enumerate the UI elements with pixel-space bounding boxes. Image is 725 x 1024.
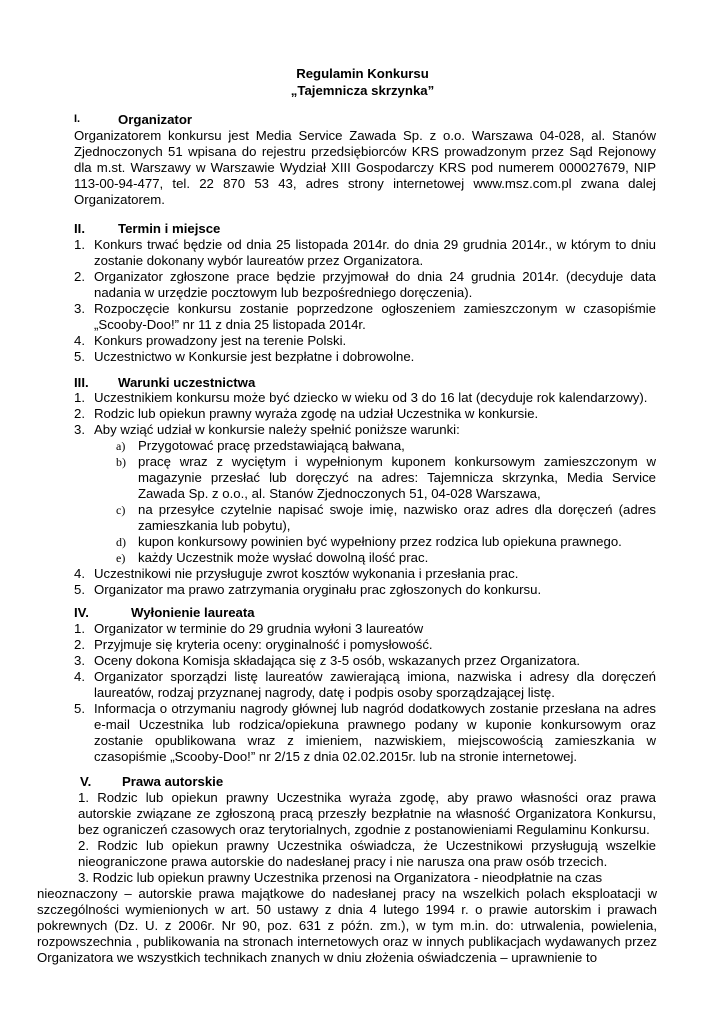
section-1-heading: Organizator [118,112,193,127]
list-item [74,349,656,365]
list-item [74,269,656,301]
sub-list-item [116,438,656,454]
document-subtitle: „Tajemnicza skrzynka” [290,83,435,98]
list-item-text: Aby wziąć udział w konkursie należy spełnić poniższe warunki: [94,422,460,437]
list-item [74,422,656,438]
list-item-text: Uczestnikiem konkursu może być dziecko w wieku od 3 do 16 lat (decyduje rok kalendarzowy). [94,390,648,405]
section-3-list [74,390,656,598]
list-item-text: Organizator zgłoszone prace będzie przyjmował do dnia 24 grudnia 2014r. (decyduje data nadania w urzędzie pocztowym lub bezpośredniego doręczenia). [94,269,656,300]
sub-list-item-text: na przesyłce czytelnie napisać swoje imię, nazwisko oraz adres dla doręczeń (adres zamieszkania lub pobytu), [138,502,656,533]
sub-list-item-text: kupon konkursowy powinien być wypełniony przez rodzica lub opiekuna prawnego. [138,534,622,549]
sub-list-item-letter: a) [116,439,126,453]
section-5-paragraph-2: 2. Rodzic lub opiekun prawny Uczestnika oświadcza, że Uczestnikowi przysługują wszelkie nieograniczone prawa autorskie do nadesłanej pracy i nie narusza ona praw osób trzecich. [78,838,656,869]
section-4-number: IV. [74,605,89,620]
list-item [74,637,656,653]
list-item-text: Informacja o otrzymaniu nagrody głównej lub nagród dodatkowych zostanie przesłana na adres e-mail Uczestnika lub rodzica/opiekuna prawnego podany w kuponie konkursowym oraz zostanie opublikowana wraz z imieniem, nazwiskiem, miejscowością zamieszkania w czasopiśmie „Scooby-Doo!” nr 2/15 z dnia 02.02.2015r. lub na stronie internetowej. [94,701,656,764]
section-5-paragraph-3-first-line: 3. Rodzic lub opiekun prawny Uczestnika przenosi na Organizatora - nieodpłatnie na czas [78,870,603,885]
sub-list-item-letter: e) [116,551,126,565]
section-3-number: III. [74,375,89,390]
list-item [74,333,656,349]
list-item [74,621,656,637]
sub-list-item-text: każdy Uczestnik może wysłać dowolną ilość prac. [138,550,429,565]
list-item [74,701,656,765]
list-item-text: Organizator sporządzi listę laureatów zawierającą imiona, nazwiska i adresy dla doręczeń laureatów, rodzaj przyznanej nagrody, datę i podpis osoby sporządzającej listę. [94,669,656,700]
list-item-number: 4. [74,566,85,581]
section-5-heading: Prawa autorskie [122,774,224,789]
list-item-text: Uczestnictwo w Konkursie jest bezpłatne i dobrowolne. [94,349,415,364]
list-item-number: 3. [74,653,85,668]
list-item [74,390,656,406]
list-item-number: 1. [74,390,85,405]
list-item-text: Organizator w terminie do 29 grudnia wyłoni 3 laureatów [94,621,424,636]
sub-list-item [116,534,656,550]
list-item-text: Przyjmuje się kryteria oceny: oryginalność i pomysłowość. [94,637,433,652]
sub-list-item-text: Przygotować pracę przedstawiającą bałwana, [138,438,405,453]
list-item [74,301,656,333]
list-item [74,566,656,582]
section-1-paragraph: Organizatorem konkursu jest Media Service Zawada Sp. z o.o. Warszawa 04-028, al. Stanów Zjednoczonych 51 wpisana do rejestru przedsiębiorców KRS prowadzonym przez Sąd Rejonowy dla m.st. Warszawy w Warszawie Wydział XIII Gospodarczy KRS pod numerem 000027679, NIP 113-00-94-477, tel. 22 870 53 43, adres strony internetowej www.msz.com.pl zwana dalej Organizatorem. [74,128,656,207]
list-item-text: Rodzic lub opiekun prawny wyraża zgodę na udział Uczestnika w konkursie. [94,406,539,421]
list-item [74,582,656,598]
list-item-number: 3. [74,301,85,316]
sub-list-item-letter: c) [116,503,126,517]
list-item [74,237,656,269]
list-item-number: 5. [74,701,85,716]
document-title: Regulamin Konkursu [296,66,429,81]
list-item [74,653,656,669]
list-item-text: Rozpoczęcie konkursu zostanie poprzedzone ogłoszeniem zamieszczonym w czasopiśmie „Scooby-Doo!” nr 11 z dnia 25 listopada 2014r. [94,301,656,332]
list-item-text: Organizator ma prawo zatrzymania oryginału prac zgłoszonych do konkursu. [94,582,542,597]
section-5-paragraph-1: 1. Rodzic lub opiekun prawny Uczestnika wyraża zgodę, aby prawo własności oraz prawa autorskie związane ze zgłoszoną pracą przeszły bezpłatnie na własność Organizatora Konkursu, bez ograniczeń czasowych oraz terytorialnych, zgodnie z postanowieniami Regulaminu Konkursu. [78,790,656,837]
list-item-text: Konkurs prowadzony jest na terenie Polski. [94,333,347,348]
list-item [74,669,656,701]
list-item-number: 4. [74,669,85,684]
sub-list [74,438,656,566]
list-item-number: 5. [74,349,85,364]
section-4-list [74,621,656,765]
section-5-number: V. [80,774,92,789]
list-item-number: 3. [74,422,85,437]
sub-list-item-text: pracę wraz z wyciętym i wypełnionym kuponem konkursowym zamieszczonym w magazynie przesłać lub doręczyć na adres: Tajemnicza skrzynka, Media Service Zawada Sp. z o.o., al. Stanów Zjednoczonych 51, 04-028 Warszawa, [138,454,656,501]
list-item-number: 2. [74,637,85,652]
list-item-number: 4. [74,333,85,348]
sub-list-item-letter: d) [116,535,126,549]
section-2-heading: Termin i miejsce [118,221,221,236]
section-2-list [74,237,656,365]
list-item-number: 2. [74,406,85,421]
sub-list-item-letter: b) [116,455,126,469]
section-1-number: I. [74,113,81,125]
section-3-heading: Warunki uczestnictwa [118,375,256,390]
section-4-heading: Wyłonienie laureata [131,605,255,620]
list-item-text: Uczestnikowi nie przysługuje zwrot kosztów wykonania i przesłania prac. [94,566,519,581]
list-item-number: 5. [74,582,85,597]
section-2-number: II. [74,221,85,236]
list-item-number: 1. [74,237,85,252]
section-5-paragraph-3: nieoznaczony – autorskie prawa majątkowe do nadesłanej pracy na wszelkich polach eksploatacji w szczególności wymienionych w art. 50 ustawy z dnia 4 lutego 1994 r. o prawie autorskim i prawach pokrewnych (Dz. U. z 2006r. Nr 90, poz. 631 z późn. zm.), w tym m.in. do: utrwalenia, powielenia, rozpowszechnia , publikowania na stronach internetowych oraz w innych publikacjach wydawanych przez Organizatora we wszystkich technikach znanych w dniu złożenia oświadczenia – uprawnienie to [37,886,657,965]
list-item-number: 2. [74,269,85,284]
list-item [74,406,656,422]
sub-list-item [116,502,656,534]
sub-list-item [116,550,656,566]
list-item-number: 1. [74,621,85,636]
list-item-text: Konkurs trwać będzie od dnia 25 listopada 2014r. do dnia 29 grudnia 2014r., w którym to dniu zostanie dokonany wybór laureatów przez Organizatora. [94,237,656,268]
list-item-text: Oceny dokona Komisja składająca się z 3-5 osób, wskazanych przez Organizatora. [94,653,580,668]
sub-list-item [116,454,656,502]
